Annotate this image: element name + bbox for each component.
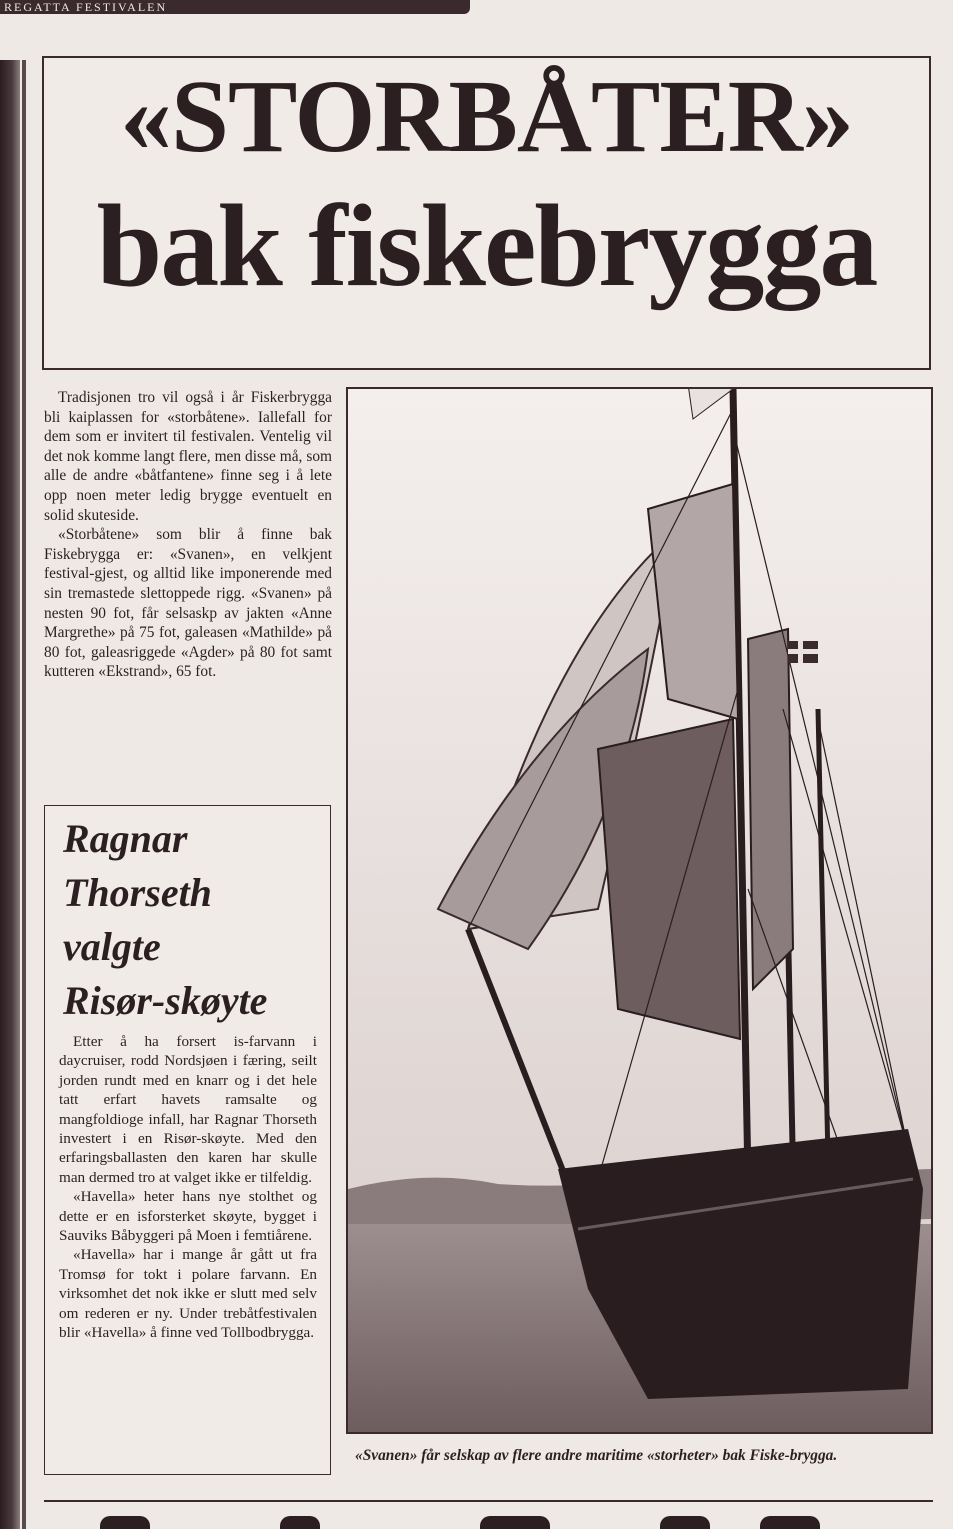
photo-caption: «Svanen» får selskap av flere andre maritime «storheter» bak Fiske-brygga.	[355, 1447, 838, 1464]
sidebar-paragraph: Etter å ha forsert is-farvann i daycruiser, rodd Nordsjøen i færing, seilt jorden rundt med en knarr og i det hele tatt erfart havets ramsalte og mangfoldioge infall, har Ragnar Thorseth investert i en Risør-skøyte. Med den erfaringsballasten den karen har skulle man dermed tro at valget ikke er tilfeldig.	[59, 1033, 317, 1186]
sidebar-title-line: Thorseth	[63, 870, 212, 915]
next-headline-fragment	[60, 1506, 920, 1529]
masthead-fragment: REGATTA FESTIVALEN	[4, 0, 168, 14]
intro-article	[44, 388, 332, 682]
ship-photo	[346, 387, 933, 1434]
headline-box	[42, 56, 931, 370]
sidebar-paragraph: «Havella» har i mange år gått ut fra Tromsø for tokt i polare farvann. En virksomhet det nok ikke er slutt med selv om rederen er ny. Under trebåtfestivalen blir «Havella» å finne ved Tollbodbrygga.	[59, 1246, 317, 1342]
headline-line-1: «STORBÅTER»	[120, 59, 853, 174]
masthead-strip	[0, 0, 470, 14]
sidebar-title-line: valgte	[63, 924, 161, 969]
sidebar-title-line: Ragnar	[63, 816, 188, 861]
bottom-rule	[44, 1500, 933, 1502]
headline-line-2: bak fiskebrygga	[96, 180, 877, 311]
page-edge-rule	[22, 60, 26, 1529]
adjacent-page-edge	[0, 60, 20, 1529]
intro-paragraph: «Storbåtene» som blir å finne bak Fiskebrygga er: «Svanen», en velkjent festival-gjest, og alltid like imponerende med sin tremastede slettoppede rigg. «Svanen» på nesten 90 fot, får selsaskp av jakten «Anne Margrethe» på 75 fot, galeasen «Mathilde» på 80 fot, galeasriggede «Agder» på 80 fot samt kutteren «Ekstrand», 65 fot.	[44, 526, 332, 681]
sidebar-title	[63, 812, 323, 1028]
sidebar-body	[59, 1032, 317, 1343]
sidebar-article	[44, 805, 331, 1475]
sidebar-paragraph: «Havella» heter hans nye stolthet og dette er en isforsterket skøyte, bygget i Sauviks Båbyggeri på Moen i femtiårene.	[59, 1188, 317, 1245]
sidebar-title-line: Risør-skøyte	[63, 978, 268, 1023]
sailing-ship-illustration	[348, 389, 931, 1432]
intro-paragraph: Tradisjonen tro vil også i år Fiskerbrygga bli kaiplassen for «storbåtene». Iallefall for dem som er invitert til festivalen. Ventelig vil det nok komme langt flere, men disse må, som alle de andre «båtfantene» finne seg i å lete opp noen meter ledig brygge eventuelt en solid skuteside.	[44, 389, 332, 524]
